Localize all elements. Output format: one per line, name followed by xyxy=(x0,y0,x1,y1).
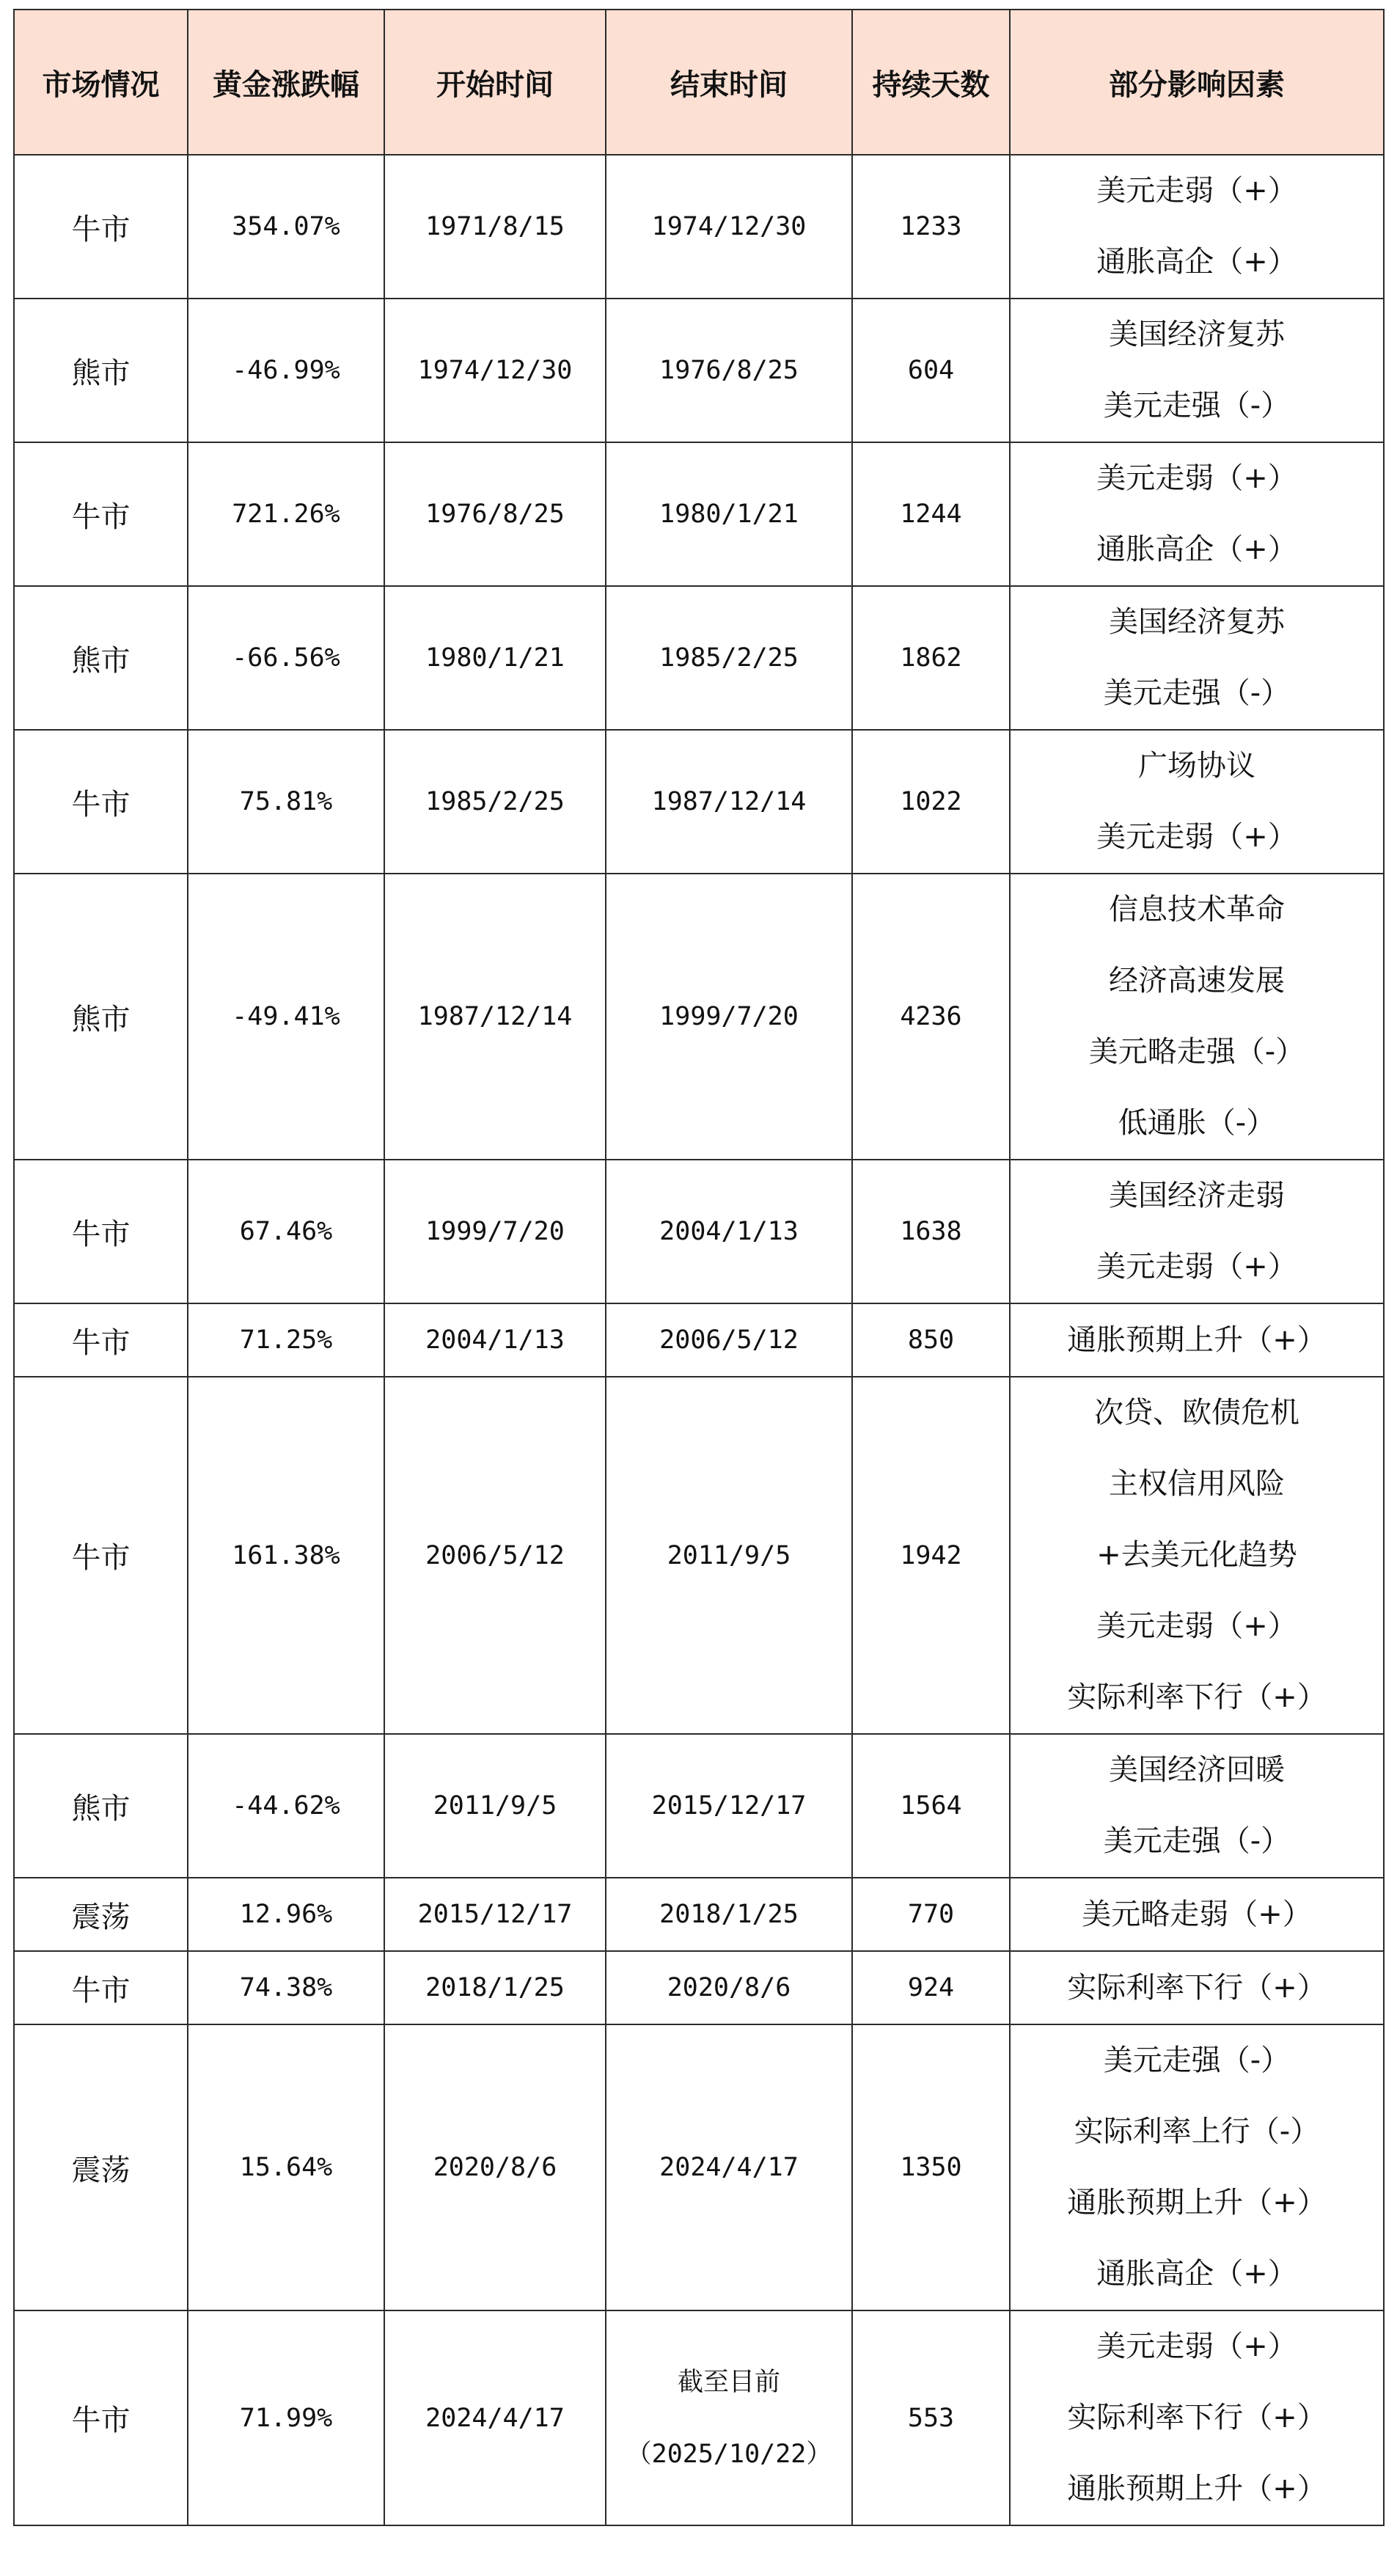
duration-days-cell: 1233 xyxy=(852,155,1010,299)
header-row xyxy=(14,10,1384,155)
factors-cell xyxy=(1010,1377,1384,1734)
duration-days-cell: 1022 xyxy=(852,730,1010,874)
gold-change-cell: 71.99% xyxy=(188,2310,384,2525)
gold-change-cell: 75.81% xyxy=(188,730,384,874)
end-date-cell xyxy=(606,1303,852,1377)
start-date-cell: 1971/8/15 xyxy=(384,155,606,299)
factors-cell xyxy=(1010,874,1384,1160)
factor-item: 主权信用风险 xyxy=(1109,1467,1285,1501)
factors-cell xyxy=(1010,1160,1384,1303)
factor-item: 美元走弱（+） xyxy=(1096,820,1297,854)
table-row xyxy=(14,299,1384,442)
gold-change-cell: 12.96% xyxy=(188,1878,384,1951)
end-date-cell xyxy=(606,874,852,1160)
factor-item: 通胀高企（+） xyxy=(1096,2257,1297,2291)
end-date-cell xyxy=(606,1951,852,2024)
gold-change-cell: -46.99% xyxy=(188,299,384,442)
start-date-cell: 1980/1/21 xyxy=(384,586,606,730)
market-condition-cell: 熊市 xyxy=(14,1734,188,1878)
market-condition-cell: 熊市 xyxy=(14,586,188,730)
start-date-cell: 2018/1/25 xyxy=(384,1951,606,2024)
start-date-cell: 2004/1/13 xyxy=(384,1303,606,1377)
market-condition-cell: 牛市 xyxy=(14,1303,188,1377)
header-end-date: 结束时间 xyxy=(606,10,852,155)
end-date-line: 1999/7/20 xyxy=(659,1002,799,1031)
end-date-cell xyxy=(606,1734,852,1878)
factors-cell xyxy=(1010,1734,1384,1878)
table-row xyxy=(14,1734,1384,1878)
end-date-line: 2004/1/13 xyxy=(659,1217,799,1246)
factor-item: 通胀预期上升（+） xyxy=(1067,2186,1327,2220)
end-date-cell xyxy=(606,2310,852,2525)
duration-days-cell: 1244 xyxy=(852,442,1010,586)
factor-item: 美国经济回暖 xyxy=(1109,1753,1285,1787)
gold-change-cell: -44.62% xyxy=(188,1734,384,1878)
header-start-date: 开始时间 xyxy=(384,10,606,155)
table-row xyxy=(14,442,1384,586)
duration-days-cell: 4236 xyxy=(852,874,1010,1160)
factor-item: 实际利率下行（+） xyxy=(1067,1970,1327,2005)
factor-item: 实际利率上行（-） xyxy=(1074,2115,1320,2148)
factor-item: 美元走强（-） xyxy=(1103,2043,1291,2077)
market-condition-cell: 牛市 xyxy=(14,1160,188,1303)
market-condition-cell: 震荡 xyxy=(14,2024,188,2310)
end-date-cell xyxy=(606,1377,852,1734)
factor-item: 实际利率下行（+） xyxy=(1067,2401,1327,2434)
end-date-line: 1987/12/14 xyxy=(651,787,807,816)
market-condition-cell: 震荡 xyxy=(14,1878,188,1951)
market-condition-cell: 牛市 xyxy=(14,155,188,299)
market-condition-cell: 牛市 xyxy=(14,1377,188,1734)
header-duration-days: 持续天数 xyxy=(852,10,1010,155)
duration-days-cell: 770 xyxy=(852,1878,1010,1951)
factor-item: 美国经济复苏 xyxy=(1109,318,1285,351)
end-date-line: 2024/4/17 xyxy=(659,2153,799,2182)
factor-item: 美元走强（-） xyxy=(1103,676,1291,710)
duration-days-cell: 553 xyxy=(852,2310,1010,2525)
end-date-line: 1974/12/30 xyxy=(651,212,807,241)
start-date-cell: 1974/12/30 xyxy=(384,299,606,442)
end-date-line: 1976/8/25 xyxy=(659,356,799,385)
end-date-cell xyxy=(606,2024,852,2310)
gold-change-cell: 354.07% xyxy=(188,155,384,299)
start-date-cell: 1976/8/25 xyxy=(384,442,606,586)
market-condition-cell: 熊市 xyxy=(14,299,188,442)
gold-change-cell: 67.46% xyxy=(188,1160,384,1303)
table-row xyxy=(14,1377,1384,1734)
duration-days-cell: 1862 xyxy=(852,586,1010,730)
duration-days-cell: 850 xyxy=(852,1303,1010,1377)
end-date-line: 截至目前 xyxy=(677,2367,780,2397)
end-date-line: 1985/2/25 xyxy=(659,643,799,673)
table-row xyxy=(14,2310,1384,2525)
start-date-cell: 2006/5/12 xyxy=(384,1377,606,1734)
market-condition-cell: 牛市 xyxy=(14,1951,188,2024)
end-date-line: 2018/1/25 xyxy=(659,1900,799,1929)
gold-change-cell: 721.26% xyxy=(188,442,384,586)
table-body xyxy=(14,155,1384,2525)
end-date-cell xyxy=(606,299,852,442)
end-date-cell xyxy=(606,586,852,730)
end-date-cell xyxy=(606,730,852,874)
market-condition-cell: 牛市 xyxy=(14,442,188,586)
header-gold-change: 黄金涨跌幅 xyxy=(188,10,384,155)
factors-cell xyxy=(1010,1303,1384,1377)
factor-item: 通胀预期上升（+） xyxy=(1067,1322,1327,1357)
factor-item: 美国经济走弱 xyxy=(1109,1179,1285,1212)
start-date-cell: 2015/12/17 xyxy=(384,1878,606,1951)
table-row xyxy=(14,1160,1384,1303)
table-row xyxy=(14,1951,1384,2024)
duration-days-cell: 604 xyxy=(852,299,1010,442)
end-date-cell xyxy=(606,1878,852,1951)
gold-change-cell: 74.38% xyxy=(188,1951,384,2024)
factor-item: 广场协议 xyxy=(1138,749,1255,783)
start-date-cell: 1987/12/14 xyxy=(384,874,606,1160)
table-row xyxy=(14,155,1384,299)
table-row xyxy=(14,1878,1384,1951)
factor-item: 美元略走弱（+） xyxy=(1082,1897,1312,1931)
end-date-line: 2015/12/17 xyxy=(651,1791,807,1821)
table-row xyxy=(14,586,1384,730)
end-date-line: 2020/8/6 xyxy=(667,1973,791,2002)
factors-cell xyxy=(1010,1951,1384,2024)
factors-cell xyxy=(1010,1878,1384,1951)
factor-item: +去美元化趋势 xyxy=(1096,1538,1297,1572)
duration-days-cell: 1942 xyxy=(852,1377,1010,1734)
factor-item: 低通胀（-） xyxy=(1118,1106,1276,1140)
gold-change-cell: 161.38% xyxy=(188,1377,384,1734)
gold-market-cycles-table xyxy=(13,9,1385,2526)
factors-cell xyxy=(1010,586,1384,730)
gold-change-cell: -49.41% xyxy=(188,874,384,1160)
gold-market-table-container xyxy=(13,9,1383,2526)
end-date-line: 2011/9/5 xyxy=(667,1540,791,1570)
table-row xyxy=(14,1303,1384,1377)
table-row xyxy=(14,2024,1384,2310)
factor-item: 经济高速发展 xyxy=(1109,964,1285,998)
factor-item: 次贷、欧债危机 xyxy=(1094,1396,1299,1430)
factor-item: 通胀高企（+） xyxy=(1096,533,1297,566)
table-row xyxy=(14,874,1384,1160)
table-row xyxy=(14,730,1384,874)
factor-item: 美元略走强（-） xyxy=(1088,1035,1305,1069)
factors-cell xyxy=(1010,155,1384,299)
factor-item: 实际利率下行（+） xyxy=(1067,1680,1327,1714)
duration-days-cell: 1564 xyxy=(852,1734,1010,1878)
factor-item: 通胀高企（+） xyxy=(1096,245,1297,279)
factor-item: 美元走弱（+） xyxy=(1096,1250,1297,1284)
end-date-line: （2025/10/22） xyxy=(626,2439,832,2469)
start-date-cell: 2011/9/5 xyxy=(384,1734,606,1878)
end-date-cell xyxy=(606,1160,852,1303)
start-date-cell: 1985/2/25 xyxy=(384,730,606,874)
factor-item: 美元走强（-） xyxy=(1103,389,1291,422)
start-date-cell: 1999/7/20 xyxy=(384,1160,606,1303)
factor-item: 通胀预期上升（+） xyxy=(1067,2472,1327,2506)
factor-item: 美元走强（-） xyxy=(1103,1824,1291,1858)
factor-item: 信息技术革命 xyxy=(1109,893,1285,926)
table-header xyxy=(14,10,1384,155)
gold-change-cell: 15.64% xyxy=(188,2024,384,2310)
gold-change-cell: 71.25% xyxy=(188,1303,384,1377)
gold-change-cell: -66.56% xyxy=(188,586,384,730)
factors-cell xyxy=(1010,299,1384,442)
duration-days-cell: 924 xyxy=(852,1951,1010,2024)
header-influencing-factors: 部分影响因素 xyxy=(1010,10,1384,155)
factor-item: 美国经济复苏 xyxy=(1109,605,1285,639)
factors-cell xyxy=(1010,2024,1384,2310)
factor-item: 美元走弱（+） xyxy=(1096,1609,1297,1643)
factors-cell xyxy=(1010,730,1384,874)
factor-item: 美元走弱（+） xyxy=(1096,461,1297,495)
end-date-cell xyxy=(606,442,852,586)
end-date-cell xyxy=(606,155,852,299)
duration-days-cell: 1638 xyxy=(852,1160,1010,1303)
market-condition-cell: 熊市 xyxy=(14,874,188,1160)
start-date-cell: 2024/4/17 xyxy=(384,2310,606,2525)
start-date-cell: 2020/8/6 xyxy=(384,2024,606,2310)
factor-item: 美元走弱（+） xyxy=(1096,2330,1297,2363)
factors-cell xyxy=(1010,442,1384,586)
market-condition-cell: 牛市 xyxy=(14,2310,188,2525)
factor-item: 美元走弱（+） xyxy=(1096,174,1297,208)
header-market-condition: 市场情况 xyxy=(14,10,188,155)
duration-days-cell: 1350 xyxy=(852,2024,1010,2310)
market-condition-cell: 牛市 xyxy=(14,730,188,874)
end-date-line: 1980/1/21 xyxy=(659,500,799,529)
factors-cell xyxy=(1010,2310,1384,2525)
end-date-line: 2006/5/12 xyxy=(659,1325,799,1355)
